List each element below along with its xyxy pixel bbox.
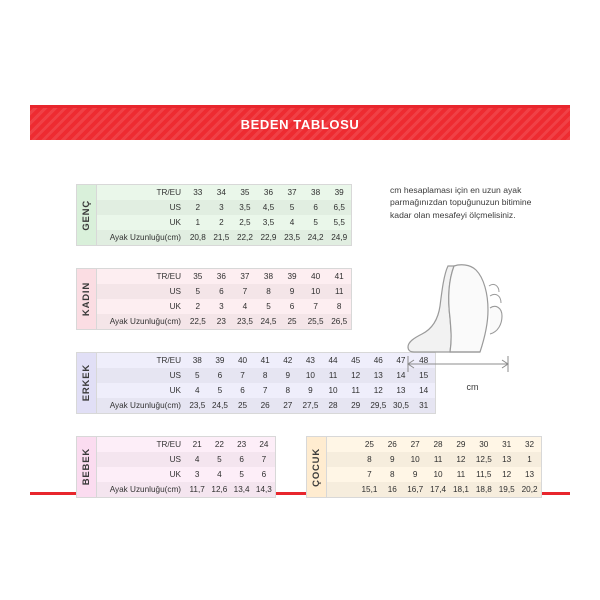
row-label: UK: [169, 386, 181, 395]
table-row: [97, 353, 435, 368]
cell: 23: [237, 440, 247, 449]
chart-title-bar: [30, 108, 570, 140]
cell: 6,5: [327, 200, 351, 215]
cell: 6: [210, 284, 234, 299]
cell: 25,5: [304, 314, 328, 329]
cell: 37: [287, 188, 297, 197]
row-label: [327, 437, 358, 452]
cell: 39: [215, 356, 225, 365]
size-table-kadin: [76, 268, 352, 330]
table-genc: [97, 185, 351, 245]
cell: 27: [410, 440, 420, 449]
cell: 23,5: [233, 314, 257, 329]
table-row: [327, 437, 541, 452]
row-label: TR/EU: [156, 188, 181, 197]
cell: 28: [322, 398, 345, 413]
cell: 10: [299, 368, 322, 383]
row-label: UK: [169, 218, 181, 227]
cell: 8: [257, 284, 281, 299]
table-row: [97, 398, 435, 413]
cell: 4: [289, 218, 295, 227]
cell: 24,2: [304, 230, 328, 245]
cell: 6: [304, 200, 328, 215]
chart-body: [30, 140, 570, 494]
cell: 8: [254, 368, 277, 383]
cell: 9: [308, 386, 313, 395]
foot-illustration-icon: [390, 260, 555, 380]
row-label: TR/EU: [156, 356, 181, 365]
size-table-erkek: [76, 352, 436, 414]
cell: 5: [239, 470, 244, 479]
cell: 14: [419, 386, 429, 395]
cell: 12: [373, 386, 383, 395]
table-row: [97, 299, 351, 314]
cell: 1: [518, 452, 541, 467]
cell: 31: [412, 398, 435, 413]
table-row: [327, 452, 541, 467]
cell: 7: [231, 368, 254, 383]
cell: 46: [373, 356, 383, 365]
row-label: TR/EU: [156, 440, 181, 449]
cell: 5: [217, 386, 223, 395]
cell: 6: [231, 452, 253, 467]
cell: 23,5: [280, 230, 304, 245]
table-row: [327, 482, 541, 497]
cell: 7: [367, 470, 372, 479]
cell: 11: [351, 386, 360, 395]
cell: 27: [277, 398, 300, 413]
cell: 8: [358, 452, 381, 467]
cell: 5: [208, 452, 230, 467]
cell: 31: [502, 440, 512, 449]
cell: 38: [192, 356, 202, 365]
cell: 39: [287, 272, 297, 281]
table-row: [97, 467, 275, 482]
category-label-erkek: ERKEK: [77, 353, 97, 413]
table-row: [97, 284, 351, 299]
cell: 13: [525, 470, 535, 479]
row-label: US: [97, 284, 186, 299]
cell: 14,3: [253, 482, 275, 497]
cell: 5: [186, 368, 209, 383]
table-bebek: [97, 437, 275, 497]
cell: 12,6: [208, 482, 230, 497]
table-row: [97, 383, 435, 398]
cell: 2,5: [239, 218, 251, 227]
cell: 6: [240, 386, 245, 395]
cell: 30: [479, 440, 489, 449]
cell: 12,5: [472, 452, 495, 467]
cell: 47: [396, 356, 406, 365]
cell: 8: [390, 470, 395, 479]
size-table-genc: [76, 184, 352, 246]
cell: 26: [254, 398, 277, 413]
cell: 6: [289, 302, 295, 311]
cell: 13: [495, 452, 518, 467]
cell: 11: [322, 368, 345, 383]
cell: 13: [367, 368, 390, 383]
cell: 12: [502, 470, 512, 479]
cell: 34: [216, 188, 226, 197]
cm-measure-label: cm: [466, 382, 479, 392]
cell: 4: [242, 302, 248, 311]
cell: 29: [456, 440, 466, 449]
category-label-kadin: KADIN: [77, 269, 97, 329]
cell: 4: [217, 470, 222, 479]
table-row: [97, 452, 275, 467]
size-table-bebek: [76, 436, 276, 498]
cell: 22,9: [257, 230, 281, 245]
cell: 18,8: [472, 482, 495, 497]
cell: 4,5: [257, 200, 281, 215]
cell: 24,5: [257, 314, 281, 329]
cell: 41: [260, 356, 270, 365]
cell: 40: [311, 272, 321, 281]
table-row: [97, 314, 351, 329]
category-label-genc: GENÇ: [77, 185, 97, 245]
cell: 21,5: [210, 230, 234, 245]
cell: 26,5: [327, 314, 351, 329]
cell: 38: [311, 188, 321, 197]
cell: 9: [381, 452, 404, 467]
cell: 16,7: [404, 482, 427, 497]
cell: 36: [263, 188, 274, 197]
cell: 22,2: [233, 230, 257, 245]
table-row: [97, 215, 351, 230]
row-label: UK: [169, 470, 181, 479]
cell: 12: [344, 368, 367, 383]
cell: 33: [193, 188, 203, 197]
measurement-instructions: cm hesaplaması için en uzun ayak parmağınızdan topuğunuzun bitimine kadar olan mesafeyi ölçmelisiniz.: [390, 185, 532, 220]
cell: 11: [427, 452, 450, 467]
cell: 10: [304, 284, 328, 299]
cell: 8: [336, 302, 342, 311]
cell: 15,1: [358, 482, 381, 497]
cell: 3: [194, 470, 200, 479]
cell: 10: [404, 452, 427, 467]
cell: 6: [209, 368, 232, 383]
cell: 5: [313, 218, 318, 227]
cell: 45: [351, 356, 361, 365]
cell: 6: [261, 470, 267, 479]
cell: 5: [266, 302, 271, 311]
size-chart-card: [30, 105, 570, 495]
cell: 35: [193, 272, 203, 281]
cell: 25: [280, 314, 304, 329]
cell: 44: [328, 356, 338, 365]
cell: 3: [219, 302, 224, 311]
row-label: TR/EU: [156, 272, 181, 281]
cell: 3: [210, 200, 234, 215]
cell: 25: [364, 440, 374, 449]
row-label: [327, 467, 358, 482]
row-label: Ayak Uzunluğu(cm): [97, 398, 186, 413]
row-label: Ayak Uzunluğu(cm): [97, 314, 186, 329]
cell: 11: [327, 284, 351, 299]
cell: 41: [334, 272, 344, 281]
cell: 9: [277, 368, 300, 383]
cell: 2: [219, 218, 224, 227]
cell: 23,5: [186, 398, 209, 413]
cell: 40: [238, 356, 248, 365]
table-cocuk: [327, 437, 541, 497]
size-table-cocuk: [306, 436, 542, 498]
row-label: [327, 452, 358, 467]
table-row: [97, 437, 275, 452]
cell: 13,4: [231, 482, 253, 497]
cell: 10: [328, 386, 338, 395]
cell: 24: [259, 440, 269, 449]
cell: 29,5: [367, 398, 390, 413]
cell: 21: [192, 440, 202, 449]
cell: 24,9: [327, 230, 351, 245]
cell: 38: [263, 272, 274, 281]
cell: 19,5: [495, 482, 518, 497]
cell: 5: [186, 284, 210, 299]
cell: 26: [387, 440, 397, 449]
row-label: Ayak Uzunluğu(cm): [97, 230, 186, 245]
cell: 43: [305, 356, 315, 365]
cell: 7: [262, 386, 268, 395]
category-label-bebek: BEBEK: [77, 437, 97, 497]
cell: 32: [525, 440, 535, 449]
cell: 12: [450, 452, 473, 467]
table-erkek: [97, 353, 435, 413]
cell: 9: [412, 470, 418, 479]
cell: 27,5: [299, 398, 322, 413]
cell: 22,5: [186, 314, 210, 329]
cell: 22: [214, 440, 224, 449]
row-label: US: [97, 452, 186, 467]
cell: 9: [280, 284, 304, 299]
cell: 1: [195, 218, 201, 227]
cell: 4: [195, 386, 200, 395]
cell: 14: [390, 368, 413, 383]
cell: 11,5: [476, 470, 492, 479]
cell: 42: [283, 356, 293, 365]
cell: 2: [195, 302, 201, 311]
cell: 4: [186, 452, 208, 467]
cell: 20,2: [518, 482, 541, 497]
cell: 35: [240, 188, 250, 197]
row-label: Ayak Uzunluğu(cm): [97, 482, 186, 497]
cell: 39: [334, 188, 344, 197]
cell: 17,4: [427, 482, 450, 497]
cell: 5,5: [333, 218, 345, 227]
table-row: [97, 482, 275, 497]
cell: 8: [285, 386, 291, 395]
cell: 3,5: [233, 200, 257, 215]
table-kadin: [97, 269, 351, 329]
cell: 2: [186, 200, 210, 215]
page-title: BEDEN TABLOSU: [240, 116, 360, 132]
cell: 7: [313, 302, 318, 311]
cell: 3,5: [262, 218, 275, 227]
cell: 30,5: [390, 398, 413, 413]
cell: 11,7: [186, 482, 208, 497]
cell: 29: [344, 398, 367, 413]
foot-diagram: [390, 260, 555, 405]
cell: 23: [210, 314, 234, 329]
cell: 15: [412, 368, 435, 383]
row-label: US: [97, 368, 186, 383]
cell: 36: [216, 272, 226, 281]
cell: 7: [233, 284, 257, 299]
cell: 13: [396, 386, 406, 395]
cell: 20,8: [186, 230, 210, 245]
table-row: [327, 467, 541, 482]
row-label: [327, 482, 358, 497]
row-label: US: [97, 200, 186, 215]
cell: 5: [280, 200, 304, 215]
cell: 24,5: [209, 398, 232, 413]
row-label: UK: [169, 302, 181, 311]
table-row: [97, 368, 435, 383]
cell: 48: [419, 356, 429, 365]
cell: 11: [456, 470, 466, 479]
table-row: [97, 269, 351, 284]
table-row: [97, 230, 351, 245]
cell: 28: [433, 440, 443, 449]
cell: 16: [381, 482, 404, 497]
table-row: [97, 185, 351, 200]
category-label-cocuk: ÇOCUK: [307, 437, 327, 497]
cell: 10: [433, 470, 443, 479]
cell: 37: [240, 272, 250, 281]
cell: 18,1: [450, 482, 473, 497]
cell: 7: [253, 452, 275, 467]
table-row: [97, 200, 351, 215]
cell: 25: [231, 398, 254, 413]
